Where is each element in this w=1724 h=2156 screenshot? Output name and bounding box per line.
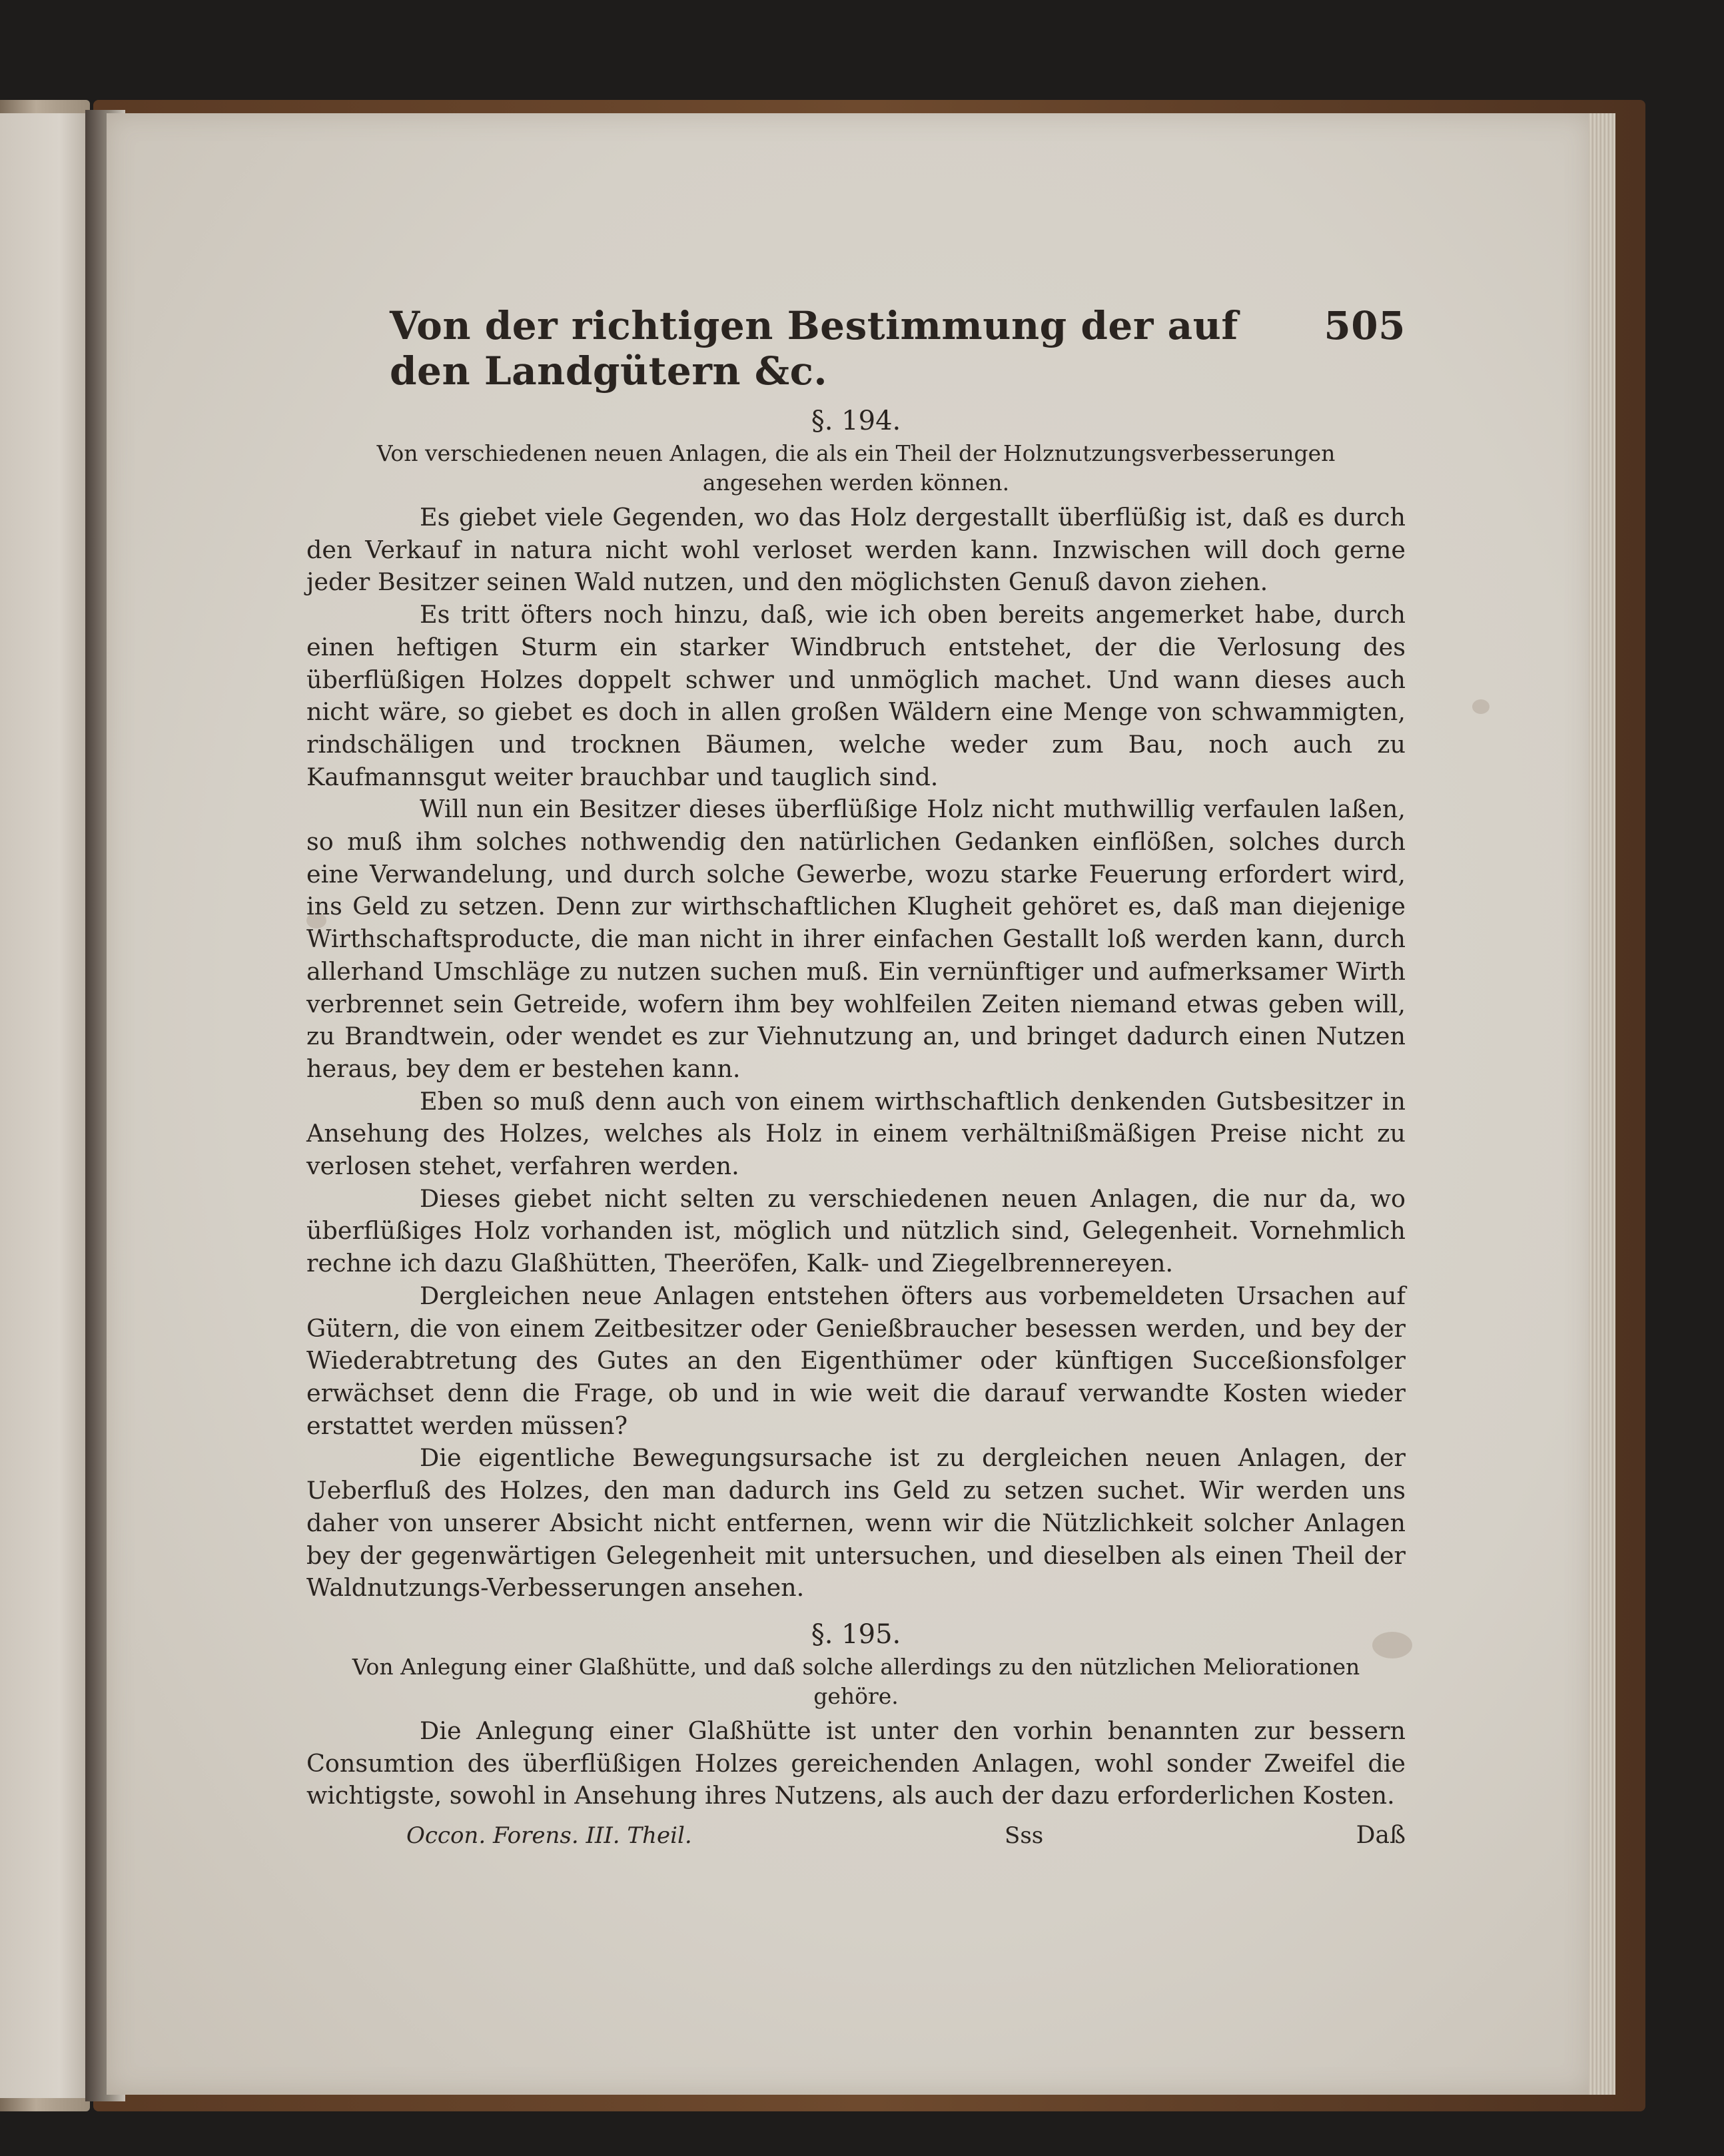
section-sign: §. 194. bbox=[811, 406, 901, 436]
page-footer bbox=[306, 1822, 1406, 1849]
paragraph: Dieses giebet nicht selten zu verschiedenen neuen Anlagen, die nur da, wo überflüßiges Holz vorhanden ist, möglich und nützlich sind, Gelegenheit. Vornehmlich rechne ich dazu Glaßhütten, Theeröfen, Kalk- und Ziegelbrennereyen. bbox=[306, 1184, 1406, 1278]
page-block-edges bbox=[1589, 113, 1615, 2095]
catchword: Daß bbox=[1356, 1822, 1406, 1850]
paragraph: Eben so muß denn auch von einem wirthschaftlich denkenden Gutsbesitzer in Ansehung des Holzes, welches als Holz in einem verhältnißmäßigen Preise nicht zu verlosen stehet, verfahren werden. bbox=[306, 1086, 1406, 1181]
page-number: 505 bbox=[1324, 303, 1406, 348]
paragraph: Die Anlegung einer Glaßhütte ist unter den vorhin benannten zur bessern Consumtion des überflüßigen Holzes gereichenden Anlagen, wohl sonder Zweifel die wichtigste, sowohl in Ansehung ihres Nutzens, als auch der dazu erforderlichen Kosten. bbox=[306, 1716, 1406, 1810]
section-194 bbox=[306, 406, 1406, 1605]
paragraph: Es tritt öfters noch hinzu, daß, wie ich oben bereits angemerket habe, durch einen heftigen Sturm ein starker Windbruch entstehet, der die Verlosung des überflüßigen Holzes doppelt schwer und unmöglich machet. Und wann dieses auch nicht wäre, so giebet es doch in allen großen Wäldern eine Menge von schwammigten, rindschäligen und trocknen Bäumen, welche weder zum Bau, noch auch zu Kaufmannsgut weiter brauchbar und tauglich sind. bbox=[306, 600, 1406, 791]
paragraph: Es giebet viele Gegenden, wo das Holz dergestallt überflüßig ist, daß es durch den Verkauf in natura nicht wohl verloset werden kann. Inzwischen will doch gerne jeder Besitzer seinen Wald nutzen, und den möglichsten Genuß davon ziehen. bbox=[306, 503, 1406, 597]
page-text bbox=[306, 303, 1406, 1849]
footer-signature: Occon. Forens. III. Theil. bbox=[406, 1822, 692, 1850]
section-title: Von verschiedenen neuen Anlagen, die als ein Theil der Holznutzungsverbesserungen angesehen werden können. bbox=[376, 440, 1336, 496]
paragraph: Dergleichen neue Anlagen entstehen öfters aus vorbemeldeten Ursachen auf Gütern, die von einem Zeitbesitzer oder Genießbraucher besessen werden, und bey der Wiederabtretung des Gutes an den Eigenthümer oder künftigen Succeßionsfolger erwächset denn die Frage, ob und in wie weit die darauf verwandte Kosten wieder erstattet werden müssen? bbox=[306, 1281, 1406, 1440]
section-sign: §. 195. bbox=[811, 1618, 901, 1650]
section-title: Von Anlegung einer Glaßhütte, und daß solche allerdings zu den nützlichen Meliorationen gehöre. bbox=[352, 1653, 1360, 1709]
foxing-spot bbox=[1472, 699, 1490, 714]
paragraph: Will nun ein Besitzer dieses überflüßige Holz nicht muthwillig verfaulen laßen, so muß ihm solches nothwendig den natürlichen Gedanken einflößen, solches durch eine Verwandelung, und durch solche Gewerbe, wozu starke Feuerung erfordert wird, ins Geld zu setzen. Denn zur wirthschaftlichen Klugheit gehöret es, daß man diejenige Wirthschaftsproducte, die man nicht in ihrer einfachen Gestallt loß werden kann, durch allerhand Umschläge zu nutzen suchen muß. Ein vernünftiger und aufmerksamer Wirth verbrennet sein Getreide, wofern ihm bey wohlfeilen Zeiten niemand etwas geben will, zu Brandtwein, oder wendet es zur Viehnutzung an, und bringet dadurch einen Nutzen heraus, bey dem er bestehen kann. bbox=[306, 795, 1406, 1083]
left-page-edge bbox=[0, 113, 85, 2098]
running-head bbox=[390, 303, 1406, 394]
sheet-mark: Sss bbox=[1005, 1822, 1044, 1850]
running-head-title: Von der richtigen Bestimmung der auf den Landgütern &c. bbox=[390, 303, 1238, 394]
section-195 bbox=[306, 1619, 1406, 1812]
paragraph: Die eigentliche Bewegungsursache ist zu dergleichen neuen Anlagen, der Ueberfluß des Holzes, den man dadurch ins Geld zu setzen suchet. Wir werden uns daher von unserer Absicht nicht entfernen, wenn wir die Nützlichkeit solcher Anlagen bey der gegenwärtigen Gelegenheit mit untersuchen, und dieselben als einen Theil der Waldnutzungs-Verbesserungen ansehen. bbox=[306, 1443, 1406, 1603]
